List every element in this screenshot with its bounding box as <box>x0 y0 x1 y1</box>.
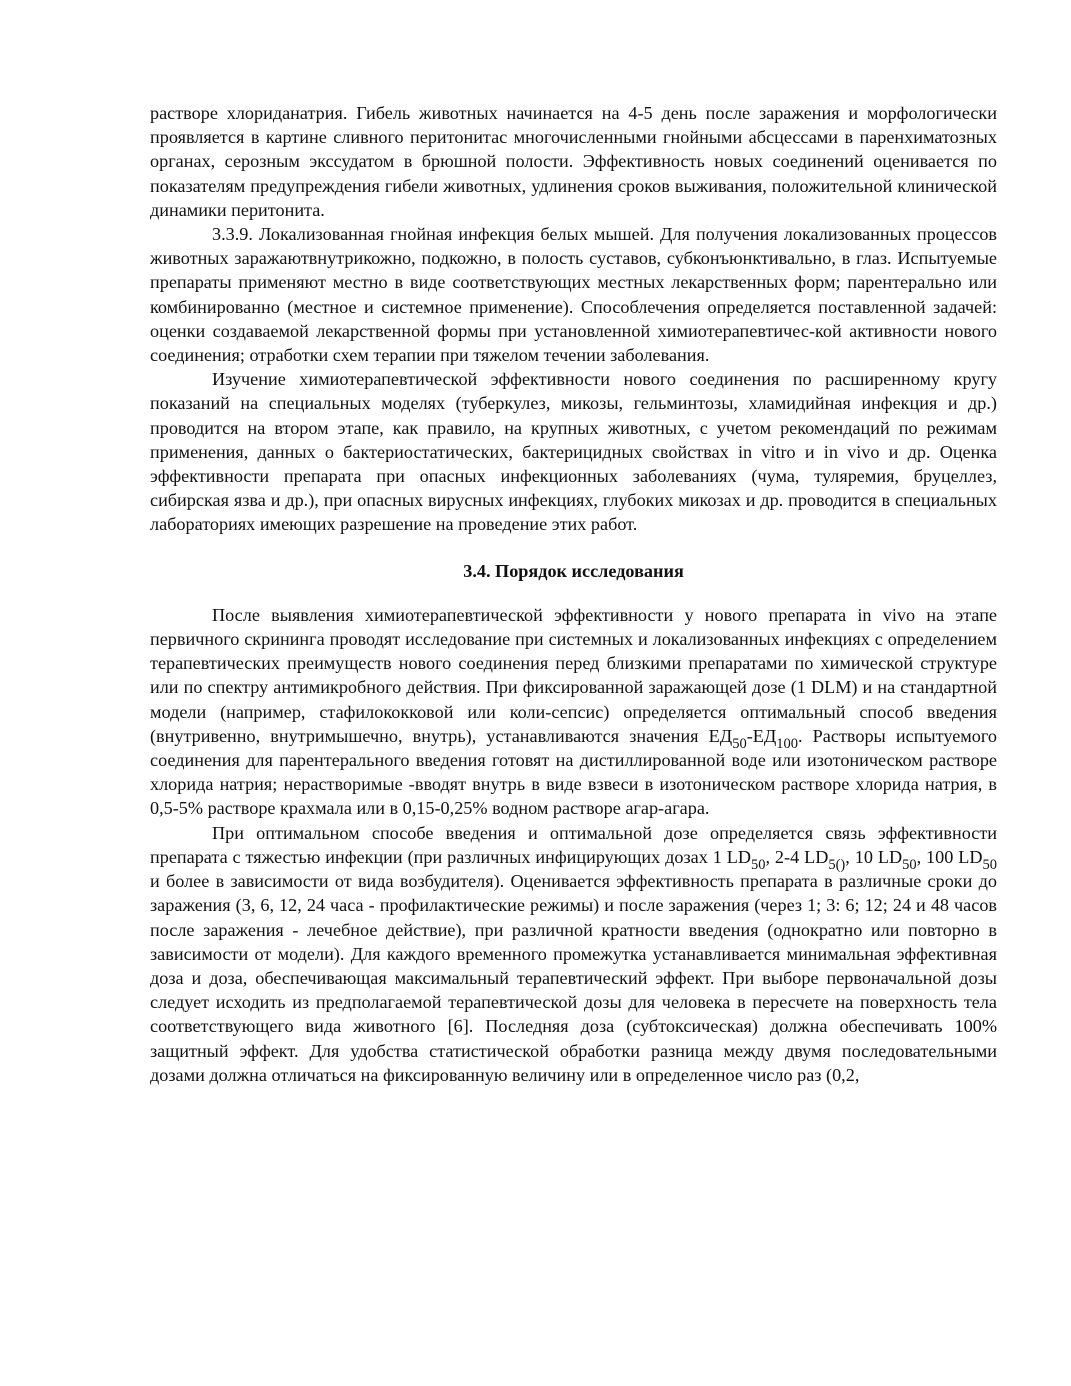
text-segment: и более в зависимости от вида возбудителя). Оценивается эффективность препарата в различные сроки до заражения (3, 6, 12, 24 часа - профилактические режимы) и после заражения (через 1; 3: 6; 12; 24 и 48 часов после заражения - лечебное действие), при различной кратности введения (однократно или повторно в зависимости от модели). Для каждого временного промежутка устанавливается минимальная эффективная доза и доза, обеспечивающая максимальный терапевтический эффект. При выборе первоначальной дозы следует исходить из предполагаемой терапевтической дозы для человека в пересчете на поверхность тела соответствующего вида животного [6]. Последняя доза (субтоксическая) должна обеспечивать 100% защитный эффект. Для удобства статистической обработки разница между двумя последовательными дозами должна отличаться на фиксированную величину или в определенное число раз (0,2, <box>150 871 997 1085</box>
subscript: 50 <box>750 856 766 873</box>
text-segment: , 100 LD <box>916 846 983 867</box>
text-segment: -ЕД <box>746 725 777 746</box>
text-segment: При оптимальном способе введения и оптимальной дозе определяется связь эффективности препарата с тяжестью инфекции (при различных инфицирующих дозах 1 LD <box>150 822 997 867</box>
text-segment: , 2-4 LD <box>765 846 829 867</box>
subscript: 50 <box>982 856 997 873</box>
text-segment: После выявления химиотерапевтической эффективности у нового препарата in vivo на этапе первичного скрининга проводят исследование при системных и локализованных инфекциях с определением терапевтических преимуществ нового соединения перед близкими препаратами по химической структуре или по спектру антимикробного действия. При фиксированной заражающей дозе (1 DLM) и на стандартной модели (например, стафилококковой или коли-сепсис) определяется оптимальный способ введения (внутривенно, внутримышечно, внутрь), устанавливаются значения ЕД <box>150 604 997 746</box>
paragraph-research-order <box>150 603 997 821</box>
subscript: 100 <box>776 735 799 752</box>
text-segment: , 10 LD <box>845 846 903 867</box>
section-heading: 3.4. Порядок исследования <box>463 560 684 581</box>
paragraph-localized-infection: 3.3.9. Локализованная гнойная инфекция белых мышей. Для получения локализованных процессов животных заражаютвнутрикожно, подкожно, в полость суставов, субконъюнктивально, в глаз. Испытуемые препараты применяют местно в виде соответствующих местных лекарственных форм; парентерально или комбинированно (местное и системное применение). Способлечения определяется поставленной задачей: оценки создаваемой лекарственной формы при установленной химиотерапевтичес-кой активности нового соединения; отработки схем терапии при тяжелом течении заболевания. <box>150 224 997 366</box>
text-segment: . Растворы испытуемого соединения для парентерального введения готовят на дистиллированной воде или изотоническом растворе хлорида натрия; нерастворимые -вводят внутрь в виде взвеси в изотоническом растворе хлорида натрия, в 0,5-5% растворе крахмала или в 0,15-0,25% водном растворе агар-агара. <box>150 725 997 819</box>
subscript: 5() <box>828 856 846 873</box>
subscript: 50 <box>732 735 747 752</box>
document-page <box>150 101 997 1087</box>
paragraph-extended-study: Изучение химиотерапевтической эффективности нового соединения по расширенному кругу показаний на специальных моделях (туберкулез, микозы, гельминтозы, хламидийная инфекция и др.) проводится на втором этапе, как правило, на крупных животных, с учетом рекомендаций по режимам применения, данных о бактериостатических, бактерицидных свойствах in vitro и in vivo и др. Оценка эффективности препарата при опасных инфекционных заболеваниях (чума, туляремия, бруцеллез, сибирская язва и др.), при опасных вирусных инфекциях, глубоких микозах и др. проводится в специальных лабораториях имеющих разрешение на проведение этих работ. <box>150 369 997 535</box>
subscript: 50 <box>902 856 917 873</box>
paragraph-peritonitis: растворе хлориданатрия. Гибель животных начинается на 4-5 день после заражения и морфологически проявляется в картине сливного перитонитас многочисленными гнойными абсцессами в паренхиматозных органах, серозным экссудатом в брюшной полости. Эффективность новых соединений оценивается по показателям предупреждения гибели животных, удлинения сроков выживания, положительной клинической динамики перитонита. <box>150 103 997 220</box>
paragraph-infection-severity <box>150 821 997 1087</box>
